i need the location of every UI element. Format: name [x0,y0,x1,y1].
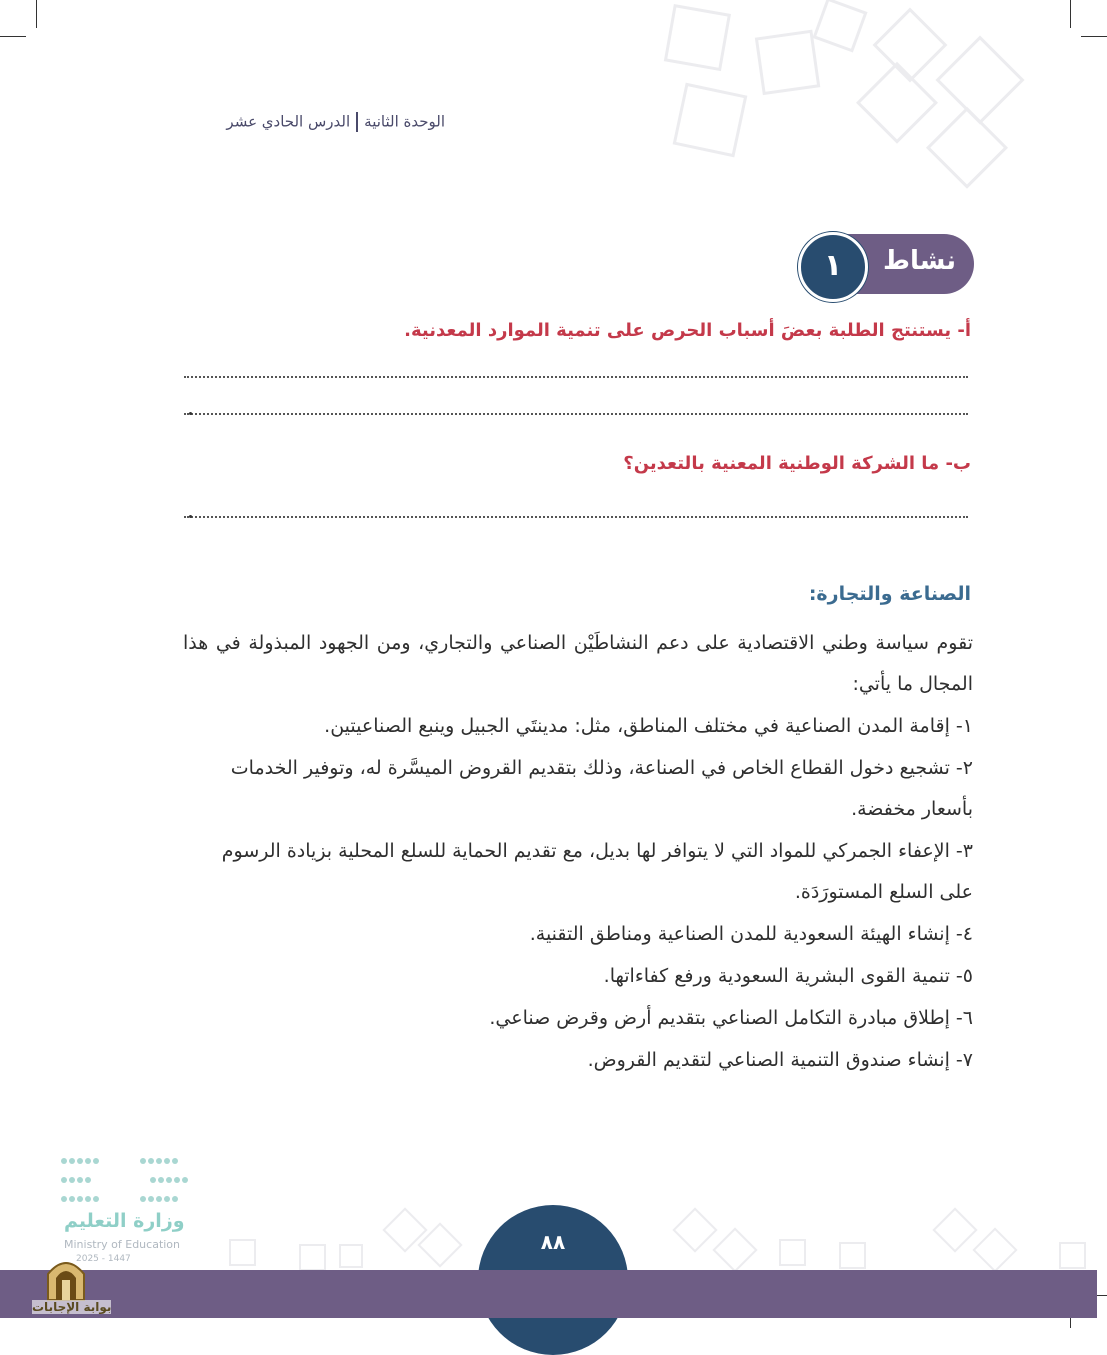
activity-label: نشاط [883,246,956,276]
header-separator [356,112,358,132]
crop-mark [1081,36,1107,37]
line-dot [189,515,192,518]
edition-year: 2025 - 1447 [76,1254,131,1264]
ministry-logo [60,1150,210,1270]
lesson-header [226,112,445,132]
list-item: ٣- الإعفاء الجمركي للمواد التي لا يتوافر لها بديل، مع تقديم الحماية للسلع المحلية بزيادة الرسوم على السلع المستورَدَة. [221,840,973,903]
crop-mark [0,36,26,37]
section-title: الصناعة والتجارة: [808,583,971,605]
ministry-name-en: Ministry of Education [64,1238,181,1251]
question-b: ب- ما الشركة الوطنية المعنية بالتعدين؟ [623,453,971,474]
ministry-name-ar: وزارة التعليم [64,1210,185,1232]
list-item: ١- إقامة المدن الصناعية في مختلف المناطق، مثل: مدينتَي الجبيل وينبع الصناعيتين. [324,715,973,737]
lesson-label: الدرس الحادي عشر [226,112,351,131]
decorative-pattern [220,1195,1100,1270]
answer-line[interactable] [184,376,968,378]
list-item: ٢- تشجيع دخول القطاع الخاص في الصناعة، وذلك بتقديم القروض الميسَّرة له، وتوفير الخدمات بأسعار مخفضة. [230,757,973,820]
page-number: ٨٨ [540,1230,566,1254]
footer-band [0,1270,1097,1318]
list-item: ٥- تنمية القوى البشرية السعودية ورفع كفاءاتها. [603,965,973,987]
answer-line[interactable] [184,516,968,518]
portal-logo-icon [40,1256,92,1302]
portal-watermark: بوابة الإجابات [32,1300,112,1314]
unit-label: الوحدة الثانية [364,112,445,131]
crop-mark [36,0,37,28]
list-item: ٧- إنشاء صندوق التنمية الصناعي لتقديم القروض. [587,1049,973,1071]
logo-dots-icon [60,1150,210,1207]
crop-mark [1070,0,1071,28]
activity-badge [800,234,974,294]
line-dot [189,412,192,415]
list-item: ٦- إطلاق مبادرة التكامل الصناعي بتقديم أرض وقرض صناعي. [489,1007,973,1029]
activity-number: ١ [798,232,868,302]
decorative-pattern [640,0,1060,210]
question-a: أ- يستنتج الطلبة بعضَ أسباب الحرص على تنمية الموارد المعدنية. [404,320,971,341]
answer-line[interactable] [184,413,968,415]
section-intro: تقوم سياسة وطني الاقتصادية على دعم النشاطَيْن الصناعي والتجاري، ومن الجهود المبذولة في هذا المجال ما يأتي: [183,632,973,695]
list-item: ٤- إنشاء الهيئة السعودية للمدن الصناعية ومناطق التقنية. [529,923,973,945]
